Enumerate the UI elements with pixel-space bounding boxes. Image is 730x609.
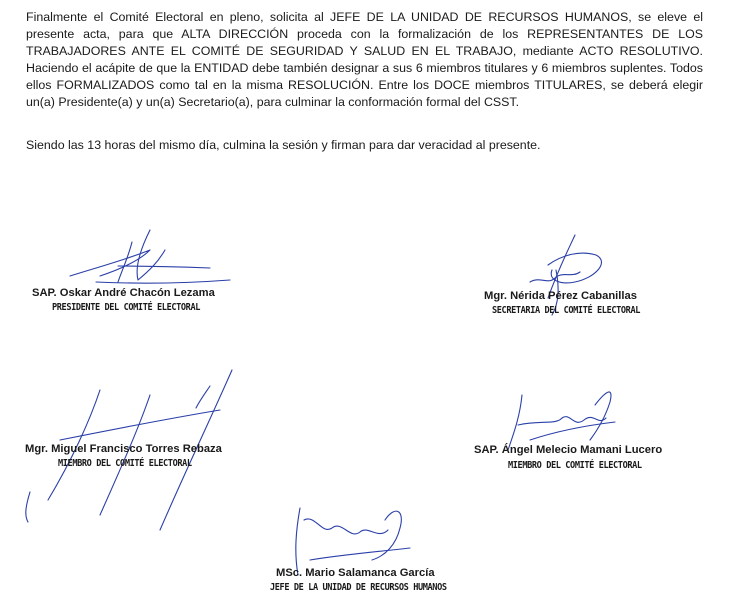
session-end-paragraph: Siendo las 13 horas del mismo día, culmina la sesión y firman para dar veracidad al presente. (26, 138, 541, 152)
signatory-name-hr-head: MSc. Mario Salamanca García (276, 567, 435, 579)
closing-paragraph: Finalmente el Comité Electoral en pleno, solicita al JEFE DE LA UNIDAD DE RECURSOS HUMANOS, se eleve el presente acta, para que ALTA DIRECCIÓN proceda con la formalización de los REPRESENTANTES DE LOS TRABAJADORES ANTE EL COMITÉ DE SEGURIDAD Y SALUD EN EL TRABAJO, mediante ACTO RESOLUTIVO. Haciendo el acápite de que la ENTIDAD debe también designar a sus 6 miembros titulares y 6 miembros suplentes. Todos ellos FORMALIZADOS como tal en la misma RESOLUCIÓN. Entre los DOCE miembros TITULARES, se deberá elegir un(a) Presidente(a) y un(a) Secretario(a), para culminar la conformación formal del CSST. (26, 10, 703, 109)
signatory-name-member-mamani: SAP. Ángel Melecio Mamani Lucero (474, 444, 663, 456)
signature-perez (530, 235, 601, 315)
signature-mamani (508, 392, 615, 450)
signatory-role-member-mamani: MIEMBRO DEL COMITÉ ELECTORAL (508, 460, 642, 472)
signatory-name-president: SAP. Oskar André Chacón Lezama (32, 287, 215, 299)
signature-chacon (70, 230, 230, 283)
signature-salamanca (296, 508, 410, 575)
signatory-role-member-torres: MIEMBRO DEL COMITÉ ELECTORAL (58, 458, 192, 470)
signatory-role-president: PRESIDENTE DEL COMITÉ ELECTORAL (52, 302, 200, 314)
signatory-role-secretary: SECRETARIA DEL COMITÉ ELECTORAL (492, 305, 640, 317)
signatory-name-member-torres: Mgr. Miguel Francisco Torres Rebaza (25, 443, 222, 455)
signatory-role-hr-head: JEFE DE LA UNIDAD DE RECURSOS HUMANOS (270, 582, 447, 594)
signatory-name-secretary: Mgr. Nérida Pérez Cabanillas (484, 290, 637, 302)
